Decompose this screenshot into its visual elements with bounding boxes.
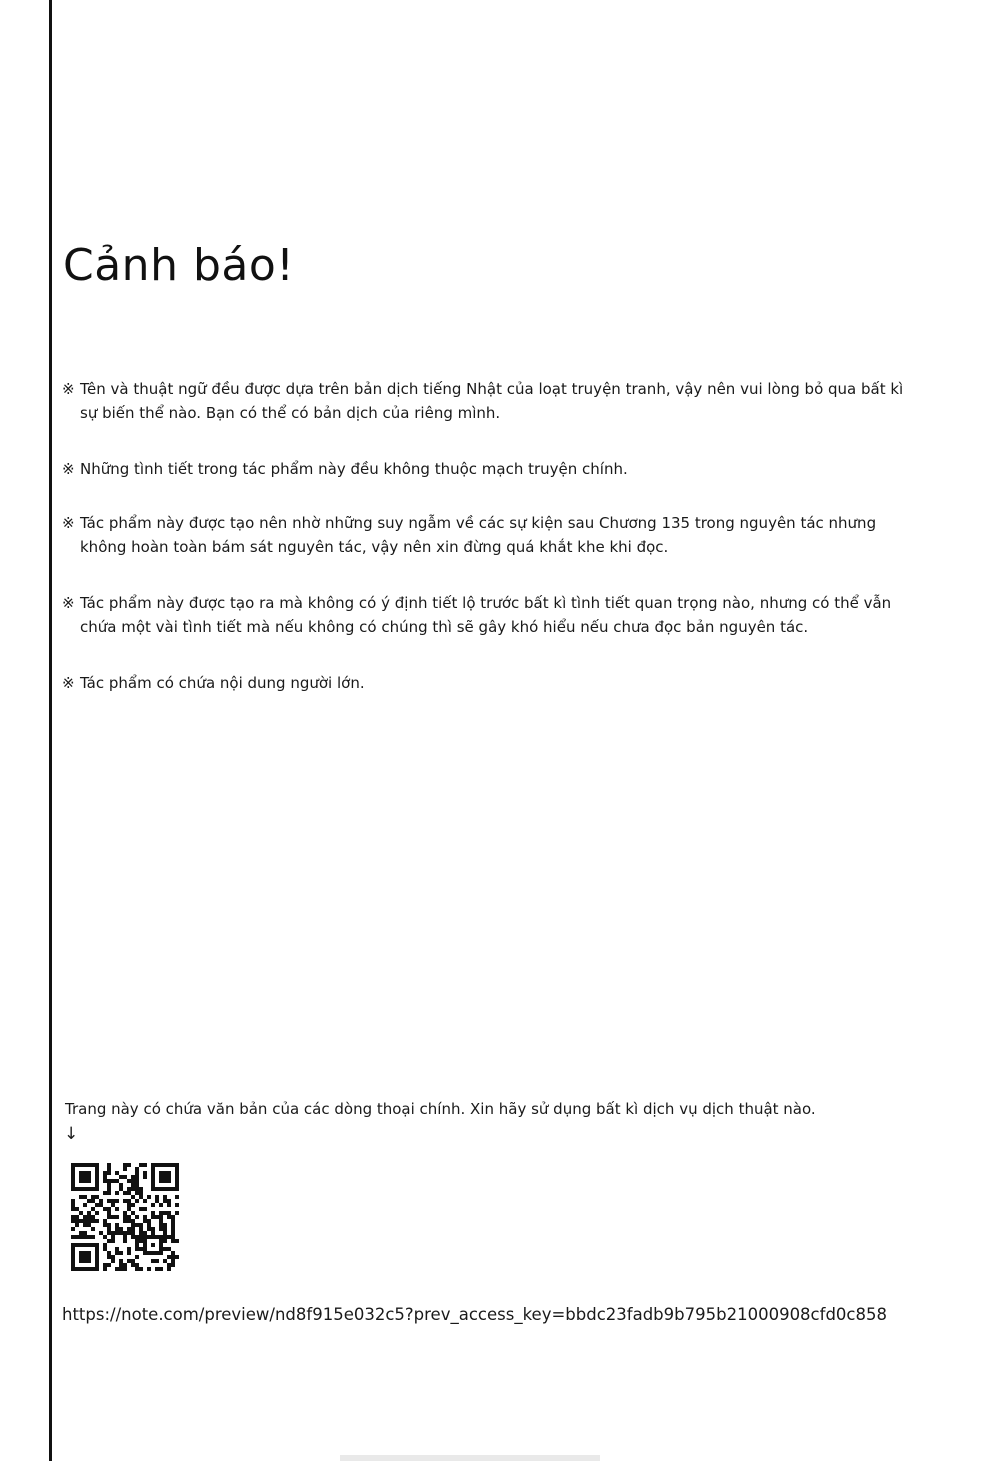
page-title: Cảnh báo!	[63, 240, 295, 291]
warning-note	[62, 671, 922, 695]
warning-note-text: Tác phẩm này được tạo ra mà không có ý định tiết lộ trước bất kì tình tiết quan trọng nào, nhưng có thể vẫn chứa một vài tình tiết mà nếu không có chúng thì sẽ gây khó hiểu nếu chưa đọc bản nguyên tác.	[80, 594, 892, 636]
page-margin-rule	[49, 0, 52, 1461]
scan-artifact	[340, 1455, 600, 1461]
warning-note	[62, 511, 922, 559]
warning-note-text: Tên và thuật ngữ đều được dựa trên bản dịch tiếng Nhật của loạt truyện tranh, vậy nên vui lòng bỏ qua bất kì sự biến thể nào. Bạn có thể có bản dịch của riêng mình.	[80, 380, 904, 422]
warning-note	[62, 591, 922, 639]
note-preview-link[interactable]: https://note.com/preview/nd8f915e032c5?prev_access_key=bbdc23fadb9b795b21000908cfd0c858	[62, 1305, 887, 1324]
warning-note-text: Những tình tiết trong tác phẩm này đều không thuộc mạch truyện chính.	[80, 460, 628, 478]
reference-mark-icon: ※	[62, 514, 75, 532]
qr-code-icon[interactable]	[71, 1163, 179, 1271]
warning-note-text: Tác phẩm có chứa nội dung người lớn.	[80, 674, 365, 692]
warning-note-text: Tác phẩm này được tạo nên nhờ những suy ngẫm về các sự kiện sau Chương 135 trong nguyên tác nhưng không hoàn toàn bám sát nguyên tác, vậy nên xin đừng quá khắt khe khi đọc.	[80, 514, 877, 556]
warning-note	[62, 377, 922, 425]
warning-notes	[62, 377, 922, 695]
reference-mark-icon: ※	[62, 674, 75, 692]
reference-mark-icon: ※	[62, 594, 75, 612]
translation-notice: Trang này có chứa văn bản của các dòng thoại chính. Xin hãy sử dụng bất kì dịch vụ dịch thuật nào.	[65, 1100, 816, 1118]
reference-mark-icon: ※	[62, 460, 75, 478]
reference-mark-icon: ※	[62, 380, 75, 398]
down-arrow-icon: ↓	[64, 1124, 79, 1144]
warning-note	[62, 457, 922, 481]
